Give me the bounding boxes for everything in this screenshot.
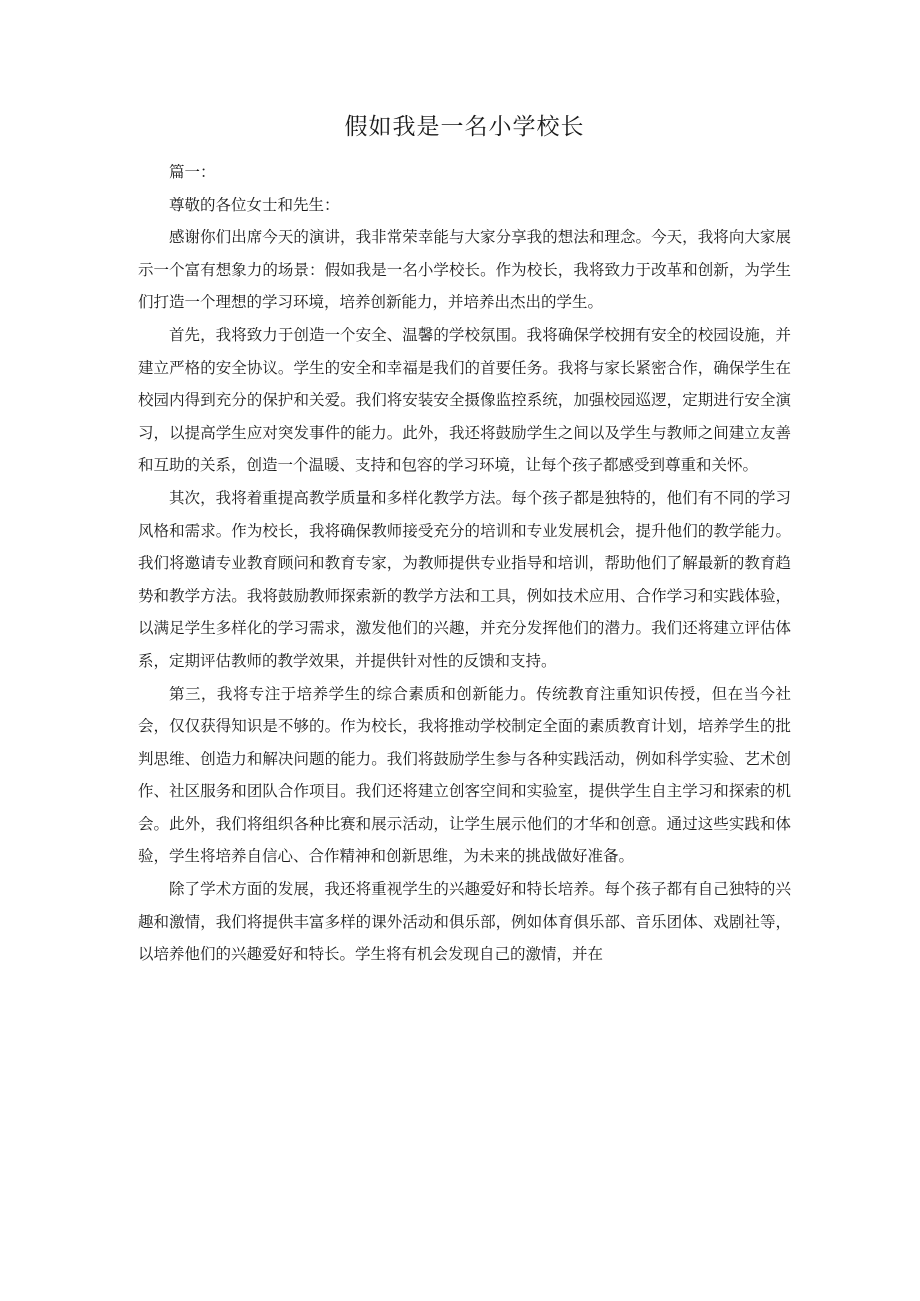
paragraph-innovation: 第三，我将专注于培养学生的综合素质和创新能力。传统教育注重知识传授，但在当今社会，仅仅获得知识是不够的。作为校长，我将推动学校制定全面的素质教育计划，培养学生的批判思维、创造力和解决问题的能力。我们将鼓励学生参与各种实践活动，例如科学实验、艺术创作、社区服务和团队合作项目。我们还将建立创客空间和实验室，提供学生自主学习和探索的机会。此外，我们将组织各种比赛和展示活动，让学生展示他们的才华和创意。通过这些实践和体验，学生将培养自信心、合作精神和创新思维，为未来的挑战做好准备。 xyxy=(138,684,791,866)
paragraph-interests: 除了学术方面的发展，我还将重视学生的兴趣爱好和特长培养。每个孩子都有自己独特的兴趣和激情，我们将提供丰富多样的课外活动和俱乐部，例如体育俱乐部、音乐团体、戏剧社等，以培养他们的兴趣爱好和特长。学生将有机会发现自己的激情，并在 xyxy=(138,880,791,964)
paragraph-teaching: 其次，我将着重提高教学质量和多样化教学方法。每个孩子都是独特的，他们有不同的学习风格和需求。作为校长，我将确保教师接受充分的培训和专业发展机会，提升他们的教学能力。我们将邀请专业教育顾问和教育专家，为教师提供专业指导和培训，帮助他们了解最新的教育趋势和教学方法。我将鼓励教师探索新的教学方法和工具，例如技术应用、合作学习和实践体验，以满足学生多样化的学习需求，激发他们的兴趣，并充分发挥他们的潜力。我们还将建立评估体系，定期评估教师的教学效果，并提供针对性的反馈和支持。 xyxy=(138,488,791,670)
salutation: 尊敬的各位女士和先生： xyxy=(169,195,340,214)
paragraph-safety: 首先，我将致力于创造一个安全、温馨的学校氛围。我将确保学校拥有安全的校园设施，并建立严格的安全协议。学生的安全和幸福是我们的首要任务。我将与家长紧密合作，确保学生在校园内得到充分的保护和关爱。我们将安装安全摄像监控系统，加强校园巡逻，定期进行安全演习，以提高学生应对突发事件的能力。此外，我还将鼓励学生之间以及学生与教师之间建立友善和互助的关系，创造一个温暖、支持和包容的学习环境，让每个孩子都感受到尊重和关怀。 xyxy=(138,325,791,475)
document-body xyxy=(138,110,791,971)
paragraph-intro: 感谢你们出席今天的演讲，我非常荣幸能与大家分享我的想法和理念。今天，我将向大家展示一个富有想象力的场景：假如我是一名小学校长。作为校长，我将致力于改革和创新，为学生们打造一个理想的学习环境，培养创新能力，并培养出杰出的学生。 xyxy=(138,228,791,312)
document-title: 假如我是一名小学校长 xyxy=(344,114,585,140)
section-label: 篇一： xyxy=(169,163,216,181)
